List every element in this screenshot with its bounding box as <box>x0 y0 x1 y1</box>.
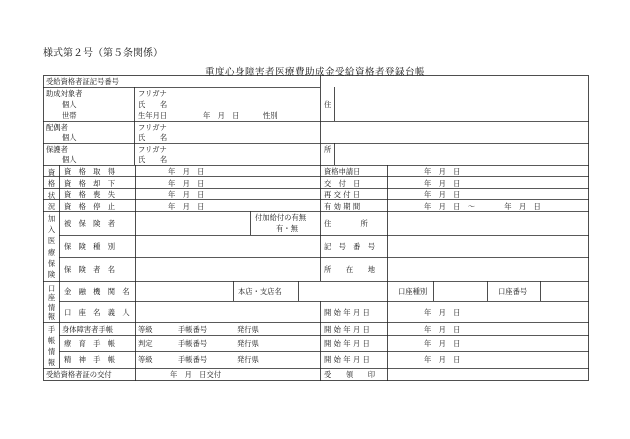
insurer-location-label: 所 在 地 <box>324 265 376 274</box>
handbook-mental-start-label: 開 始 年 月 日 <box>324 355 370 364</box>
bank-holder-label: 口 座 名 義 人 <box>64 308 130 317</box>
handbook-mental-grade: 等級 <box>138 355 153 364</box>
guardian-furigana-label: フリガナ <box>138 145 167 154</box>
status-application-label: 資格申請日 <box>324 167 361 176</box>
cert-number-label: 受給資格者証記号番号 <box>46 77 119 86</box>
spouse-furigana-label: フリガナ <box>138 123 167 132</box>
page-title: 重度心身障害者医療費助成金受給資格者登録台帳 <box>204 67 425 78</box>
subject-gender-label: 性別 <box>263 111 278 120</box>
subject-dob-value: 年 月 日 <box>203 111 240 120</box>
status-section-label: 資 格 状 況 <box>47 168 56 212</box>
handbook-physical-start-label: 開 始 年 月 日 <box>324 325 370 334</box>
bank-section-label: 口 座 情 報 <box>47 284 56 322</box>
insurance-section-label: 加 入 医 療 保 険 <box>47 214 56 280</box>
status-lost-date: 年 月 日 <box>168 190 205 199</box>
status-valid-period-label: 有 効 期 間 <box>324 202 361 211</box>
handbook-physical-number: 手帳番号 <box>178 325 208 334</box>
handbook-rehab-number: 手帳番号 <box>178 339 208 348</box>
status-acquired-date: 年 月 日 <box>168 167 205 176</box>
handbook-rehab-start-date: 年 月 日 <box>424 339 461 348</box>
certificate-delivery-label: 受給資格者証の交付 <box>46 370 112 379</box>
subject-label: 助成対象者 <box>46 89 83 98</box>
bank-account-type-label: 口座種別 <box>398 287 428 296</box>
insurance-address-label: 住 所 <box>324 219 368 228</box>
bank-start-label: 開 始 年 月 日 <box>324 308 370 317</box>
status-rejected-date: 年 月 日 <box>168 179 205 188</box>
subject-household-label: 世帯 <box>62 111 77 120</box>
handbook-mental-number: 手帳番号 <box>178 355 208 364</box>
subject-address-label: 住 <box>324 100 332 109</box>
guardian-address-label: 所 <box>324 145 332 154</box>
extra-benefit-value: 有・無 <box>276 224 298 233</box>
guardian-individual-label: 個人 <box>62 155 77 164</box>
spouse-name-label: 氏 名 <box>138 133 168 142</box>
status-suspended-label: 資 格 停 止 <box>64 202 116 211</box>
status-suspended-date: 年 月 日 <box>168 202 205 211</box>
subject-individual-label: 個人 <box>62 100 77 109</box>
subject-name-label: 氏 名 <box>138 100 168 109</box>
insurance-type-label: 保 険 種 別 <box>64 242 116 251</box>
spouse-label: 配偶者 <box>46 123 68 132</box>
bank-start-date: 年 月 日 <box>424 308 461 317</box>
certificate-delivery-date: 年 月 日交付 <box>170 370 222 379</box>
status-valid-period-date: 年 月 日 ～ 年 月 日 <box>424 202 541 211</box>
subject-dob-label: 生年月日 <box>138 111 168 120</box>
spouse-individual-label: 個人 <box>62 133 77 142</box>
handbook-mental-label: 精 神 手 帳 <box>64 355 116 364</box>
bank-institution-label: 金 融 機 関 名 <box>64 287 130 296</box>
status-rejected-label: 資 格 却 下 <box>64 179 116 188</box>
handbook-physical-grade: 等級 <box>138 325 153 334</box>
handbook-mental-issuer: 発行県 <box>237 355 259 364</box>
status-reissue-label: 再 交 付 日 <box>324 190 361 199</box>
status-reissue-date: 年 月 日 <box>424 190 461 199</box>
extra-benefit-label: 付加給付の有無 <box>255 213 307 222</box>
handbook-physical-start-date: 年 月 日 <box>424 325 461 334</box>
form-number: 様式第２号（第５条関係） <box>43 48 163 59</box>
subject-furigana-label: フリガナ <box>138 89 167 98</box>
receipt-seal-label: 受 領 印 <box>324 370 376 379</box>
bank-account-number-label: 口座番号 <box>498 287 528 296</box>
handbook-mental-start-date: 年 月 日 <box>424 355 461 364</box>
handbook-physical-issuer: 発行県 <box>237 325 259 334</box>
status-lost-label: 資 格 喪 失 <box>64 190 116 199</box>
handbook-section-label: 手 帳 情 報 <box>47 325 56 367</box>
handbook-physical-label: 身体障害者手帳 <box>62 325 114 334</box>
handbook-rehab-label: 療 育 手 帳 <box>64 339 116 348</box>
insured-label: 被 保 険 者 <box>64 219 116 228</box>
status-acquired-label: 資 格 取 得 <box>64 167 116 176</box>
handbook-rehab-start-label: 開 始 年 月 日 <box>324 339 370 348</box>
status-application-date: 年 月 日 <box>424 167 461 176</box>
symbol-number-label: 記 号 番 号 <box>324 242 376 251</box>
status-issue-date: 年 月 日 <box>424 179 461 188</box>
status-issue-label: 交 付 日 <box>324 179 361 188</box>
insurer-label: 保 険 者 名 <box>64 265 116 274</box>
guardian-label: 保護者 <box>46 145 68 154</box>
handbook-rehab-issuer: 発行県 <box>237 339 259 348</box>
bank-branch-label: 本店・支店名 <box>238 287 282 296</box>
handbook-rehab-grade: 判定 <box>138 339 153 348</box>
guardian-name-label: 氏 名 <box>138 155 168 164</box>
